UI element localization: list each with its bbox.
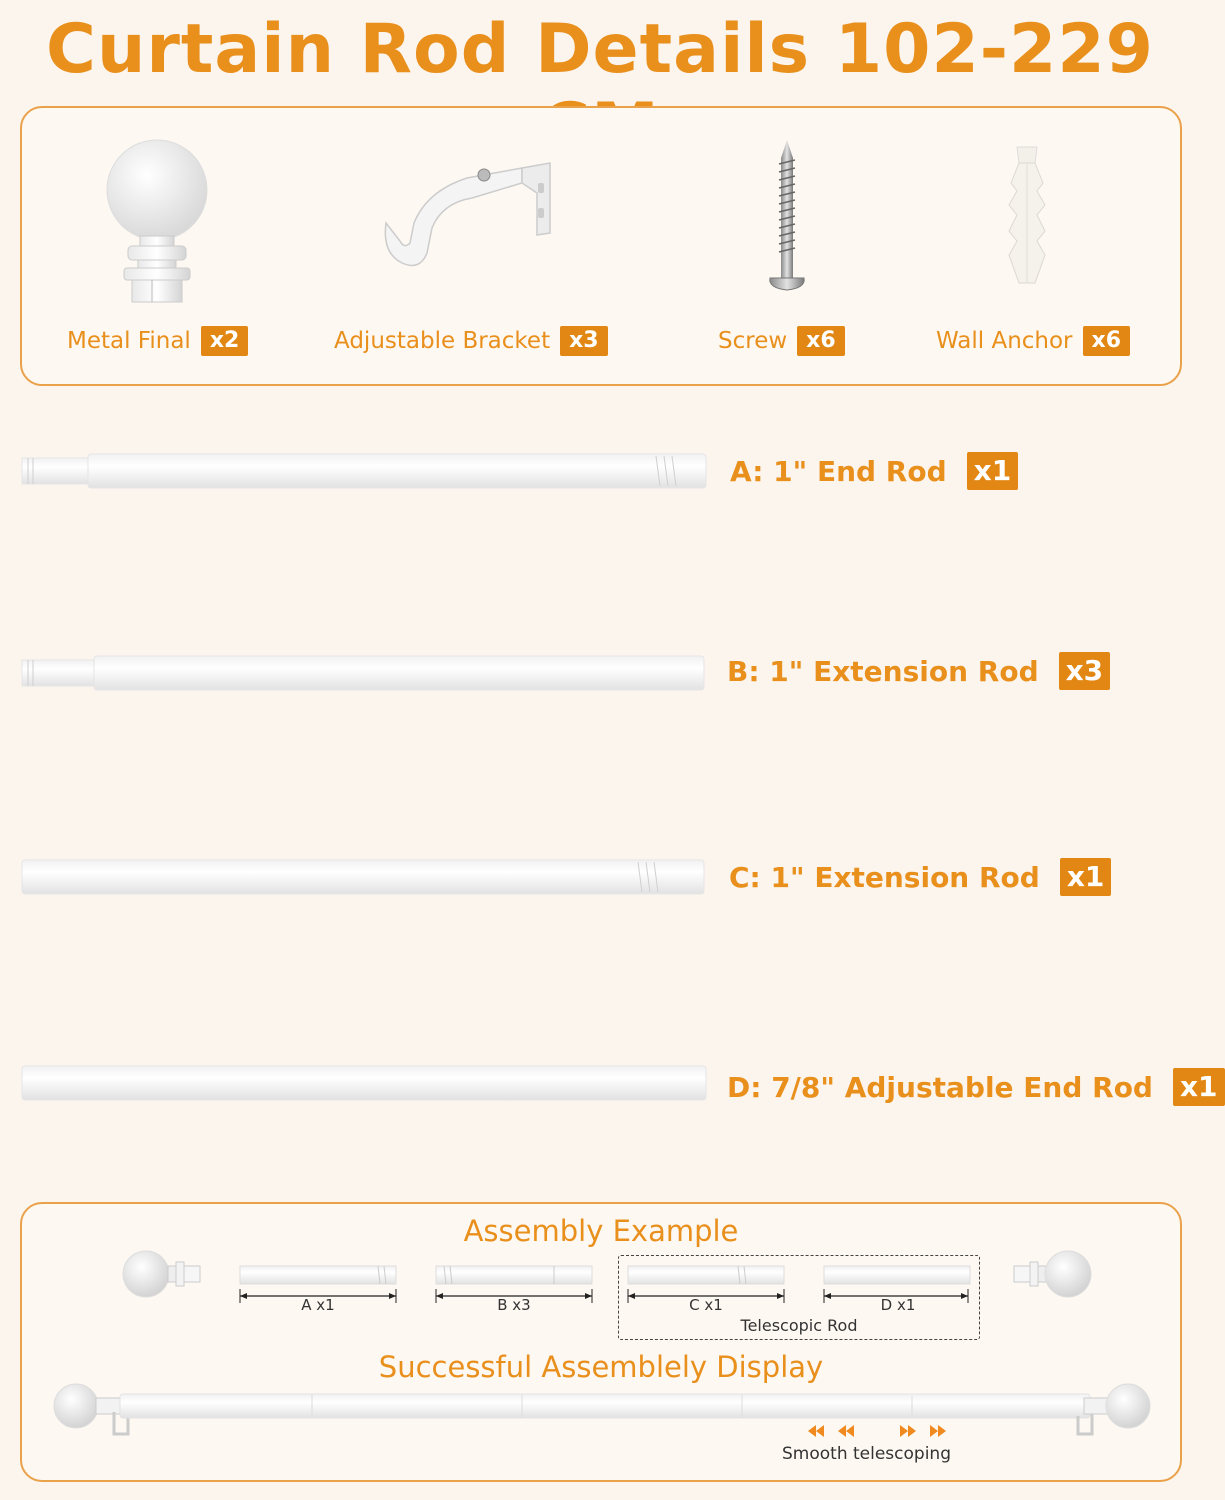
rod-b-image [20, 652, 710, 694]
part-label: Adjustable Bracket [334, 328, 551, 354]
rod-label: D: 7/8" Adjustable End Rod [727, 1070, 1153, 1104]
part-label: Screw [718, 328, 788, 354]
wall-anchor-icon [997, 143, 1057, 293]
qty-badge: x6 [797, 326, 845, 356]
part-adjustable-bracket [312, 108, 652, 384]
telescopic-rod-label: Telescopic Rod [740, 1316, 858, 1335]
qty-badge: x1 [967, 452, 1019, 490]
rod-label: B: 1" Extension Rod [727, 654, 1039, 688]
part-screw [702, 108, 872, 384]
parts-panel [20, 106, 1182, 386]
qty-badge: x6 [1083, 326, 1131, 356]
part-metal-final [22, 108, 302, 384]
finial-right-icon [1004, 1250, 1094, 1298]
ball-finial-icon [102, 138, 212, 308]
finial-left-icon [120, 1250, 210, 1298]
telescoping-arrows-icon [806, 1422, 956, 1440]
part-label: Wall Anchor [936, 328, 1073, 354]
dim-label-c: C x1 [689, 1296, 723, 1314]
smooth-telescoping-label: Smooth telescoping [782, 1444, 951, 1464]
dim-label-b: B x3 [497, 1296, 531, 1314]
rod-label: C: 1" Extension Rod [729, 860, 1040, 894]
qty-badge: x3 [1059, 652, 1111, 690]
qty-badge: x1 [1173, 1068, 1225, 1106]
dim-label-d: D x1 [880, 1296, 916, 1314]
page-title: Curtain Rod Details 102-229 [46, 10, 1154, 89]
dim-label-a: A x1 [301, 1296, 335, 1314]
part-label: Metal Final [67, 328, 191, 354]
bracket-icon [372, 153, 572, 278]
part-wall-anchor [922, 108, 1162, 384]
qty-badge: x2 [201, 326, 249, 356]
assembly-panel [20, 1202, 1182, 1482]
qty-badge: x3 [560, 326, 608, 356]
rod-a-image [20, 450, 710, 492]
rod-label: A: 1" End Rod [730, 454, 947, 488]
assembly-display-title: Successful Assemblely Display [378, 1350, 824, 1384]
qty-badge: x1 [1060, 858, 1112, 896]
assembly-title: Assembly Example [463, 1214, 739, 1248]
rod-c-image [20, 856, 710, 898]
rod-d-image [20, 1062, 710, 1104]
assembled-rod-image [52, 1382, 1152, 1442]
screw-icon [762, 138, 812, 293]
